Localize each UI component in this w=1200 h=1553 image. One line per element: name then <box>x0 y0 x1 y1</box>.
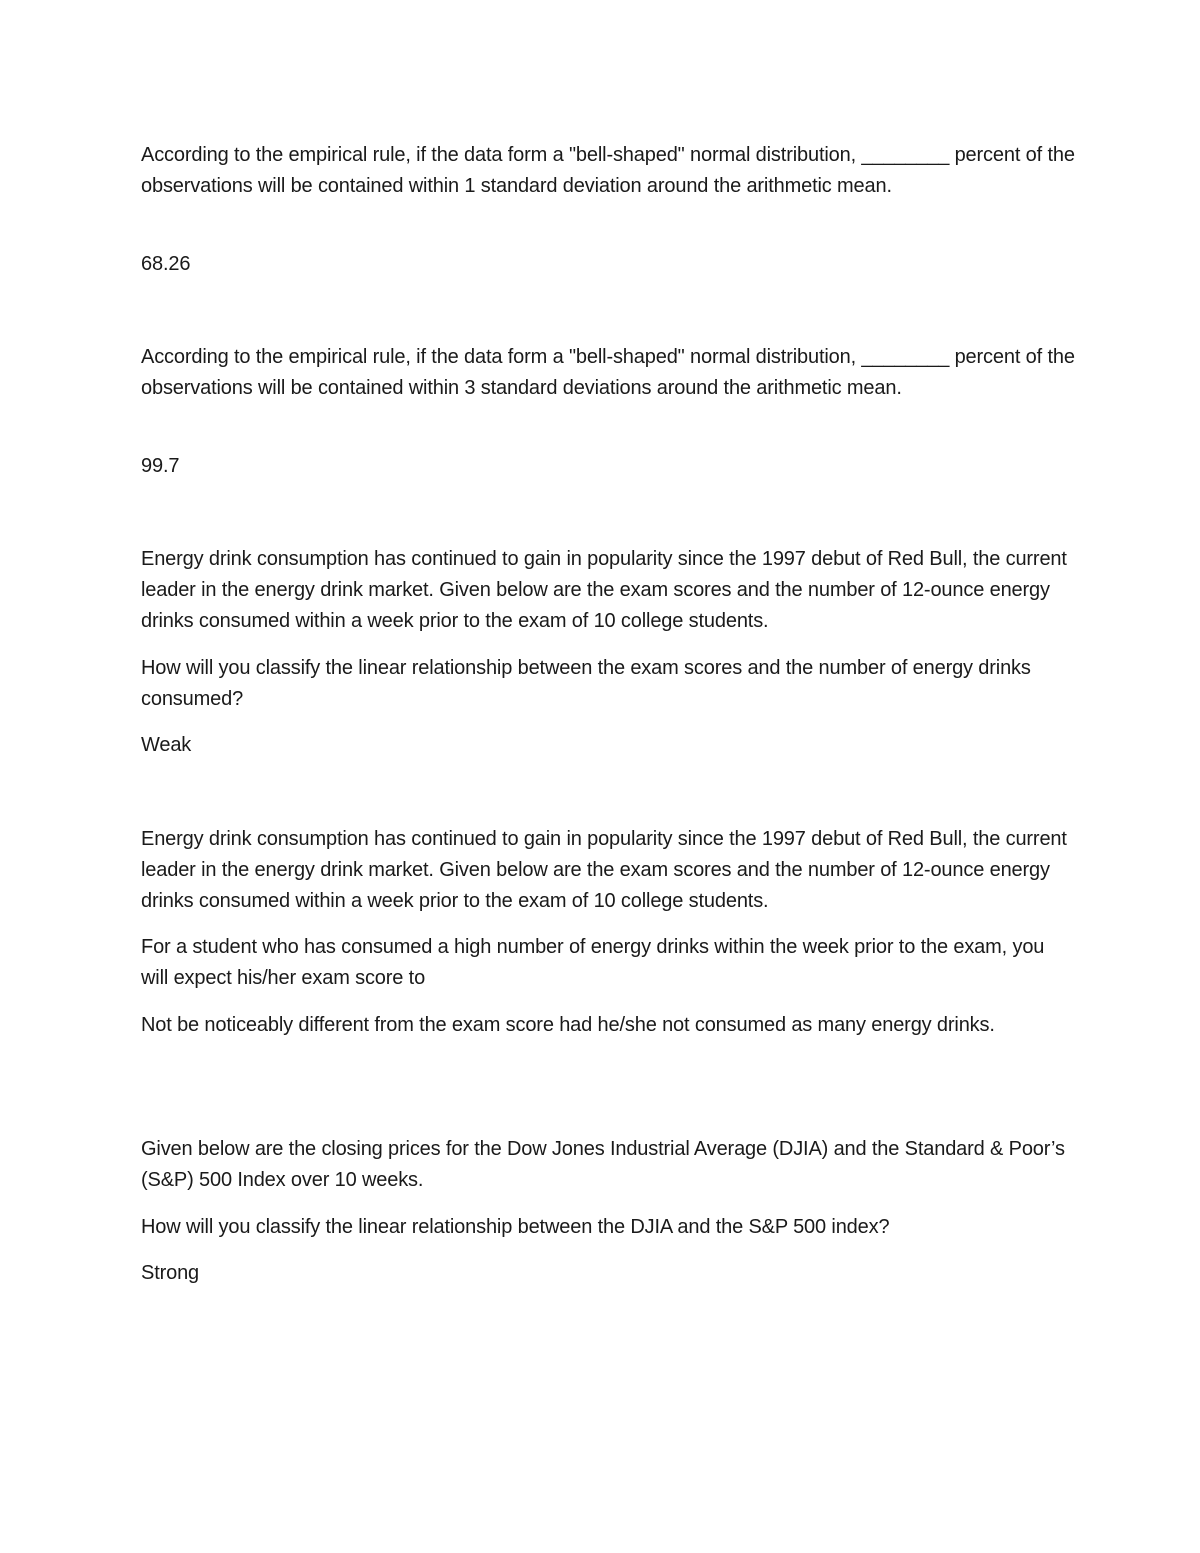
q3-context: Energy drink consumption has continued to gain in popularity since the 1997 debut of Red Bull, the current leader in the energy drink market. Given below are the exam scores and the number of 12-ounce energy drinks consumed within a week prior to the exam of 10 college students. <box>141 548 1067 632</box>
q4-question: For a student who has consumed a high number of energy drinks within the week prior to the exam, you will expect his/her exam score to <box>141 936 1045 989</box>
q2-question: According to the empirical rule, if the data form a "bell-shaped" normal distribution, ________ percent of the observations will be contained within 3 standard deviations around the arithmetic mean. <box>141 346 1075 399</box>
q2-answer: 99.7 <box>141 455 180 477</box>
q1-answer: 68.26 <box>141 253 191 275</box>
q4-answer: Not be noticeably different from the exam score had he/she not consumed as many energy drinks. <box>141 1014 995 1036</box>
q1-question: According to the empirical rule, if the data form a "bell-shaped" normal distribution, ________ percent of the observations will be contained within 1 standard deviation around the arithmetic mean. <box>141 144 1075 197</box>
q5-question: How will you classify the linear relationship between the DJIA and the S&P 500 index? <box>141 1216 890 1238</box>
q5-context: Given below are the closing prices for the Dow Jones Industrial Average (DJIA) and the Standard & Poor’s (S&P) 500 Index over 10 weeks. <box>141 1138 1065 1191</box>
q3-question: How will you classify the linear relationship between the exam scores and the number of energy drinks consumed? <box>141 657 1031 710</box>
q4-context: Energy drink consumption has continued to gain in popularity since the 1997 debut of Red Bull, the current leader in the energy drink market. Given below are the exam scores and the number of 12-ounce energy drinks consumed within a week prior to the exam of 10 college students. <box>141 828 1067 912</box>
q3-answer: Weak <box>141 734 192 756</box>
q5-answer: Strong <box>141 1262 200 1284</box>
